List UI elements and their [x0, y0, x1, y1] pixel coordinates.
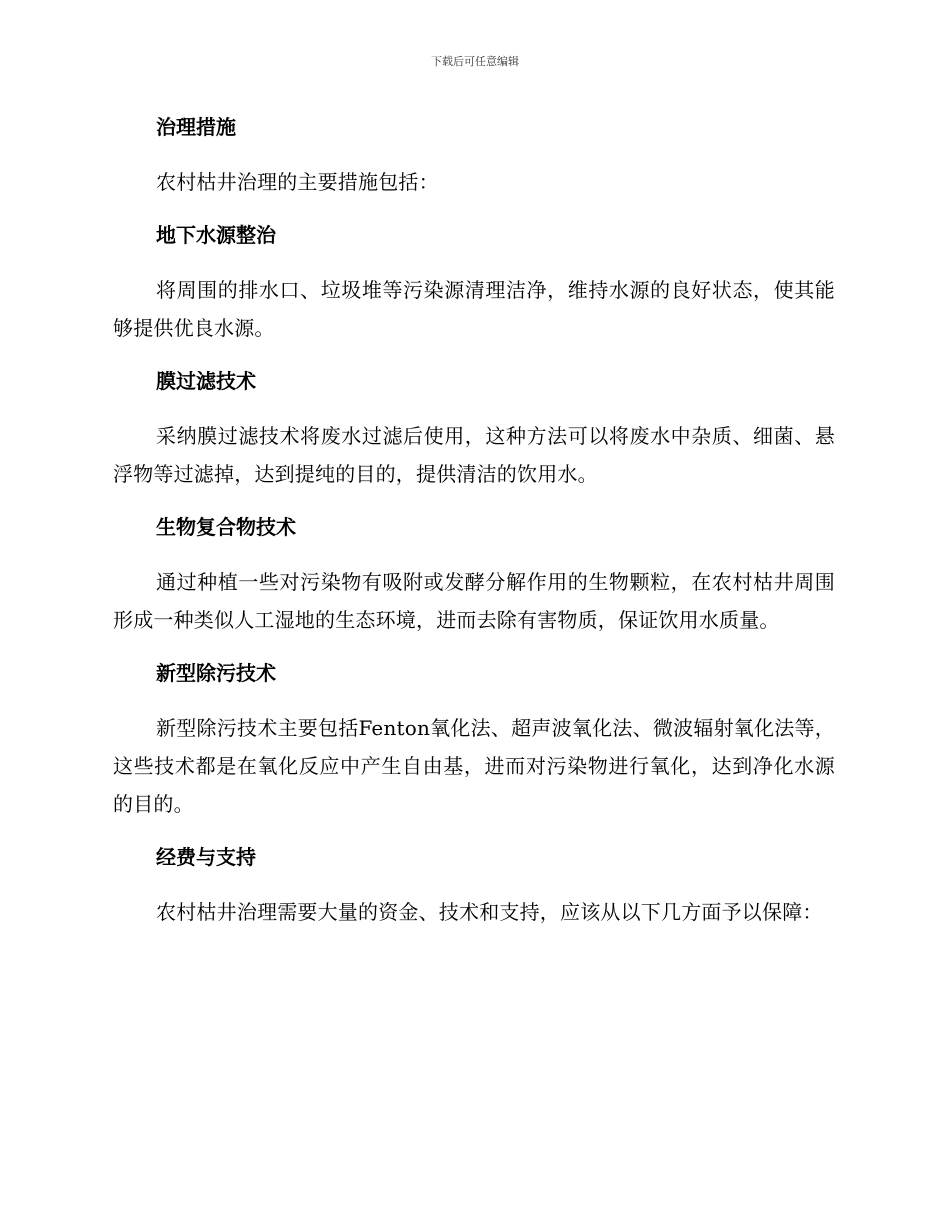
section-heading-governance-measures: 治理措施 [156, 115, 236, 139]
section-paragraph-new-decontamination: 新型除污技术主要包括Fenton氧化法、超声波氧化法、微波辐射氧化法等，这些技术都是在氧化反应中产生自由基，进而对污染物进行氧化，达到净化水源的目的。 [113, 716, 835, 816]
section-paragraph-funding-support: 农村枯井治理需要大量的资金、技术和支持，应该从以下几方面予以保障： [156, 900, 823, 924]
page-header: 下载后可任意编辑 [431, 55, 519, 68]
section-heading-new-decontamination: 新型除污技术 [156, 661, 276, 685]
section-paragraph-governance-measures: 农村枯井治理的主要措施包括： [156, 170, 439, 194]
section-paragraph-bio-composite: 通过种植一些对污染物有吸附或发酵分解作用的生物颗粒，在农村枯井周围形成一种类似人工湿地的生态环境，进而去除有害物质，保证饮用水质量。 [113, 570, 835, 632]
section-heading-funding-support: 经费与支持 [156, 845, 256, 869]
section-heading-membrane-filtration: 膜过滤技术 [156, 369, 256, 393]
document-body [113, 108, 835, 931]
section-heading-bio-composite: 生物复合物技术 [156, 515, 296, 539]
section-paragraph-membrane-filtration: 采纳膜过滤技术将废水过滤后使用，这种方法可以将废水中杂质、细菌、悬浮物等过滤掉，达到提纯的目的，提供清洁的饮用水。 [113, 424, 835, 486]
section-heading-groundwater: 地下水源整治 [156, 223, 276, 247]
section-paragraph-groundwater: 将周围的排水口、垃圾堆等污染源清理洁净，维持水源的良好状态，使其能够提供优良水源。 [113, 278, 835, 340]
